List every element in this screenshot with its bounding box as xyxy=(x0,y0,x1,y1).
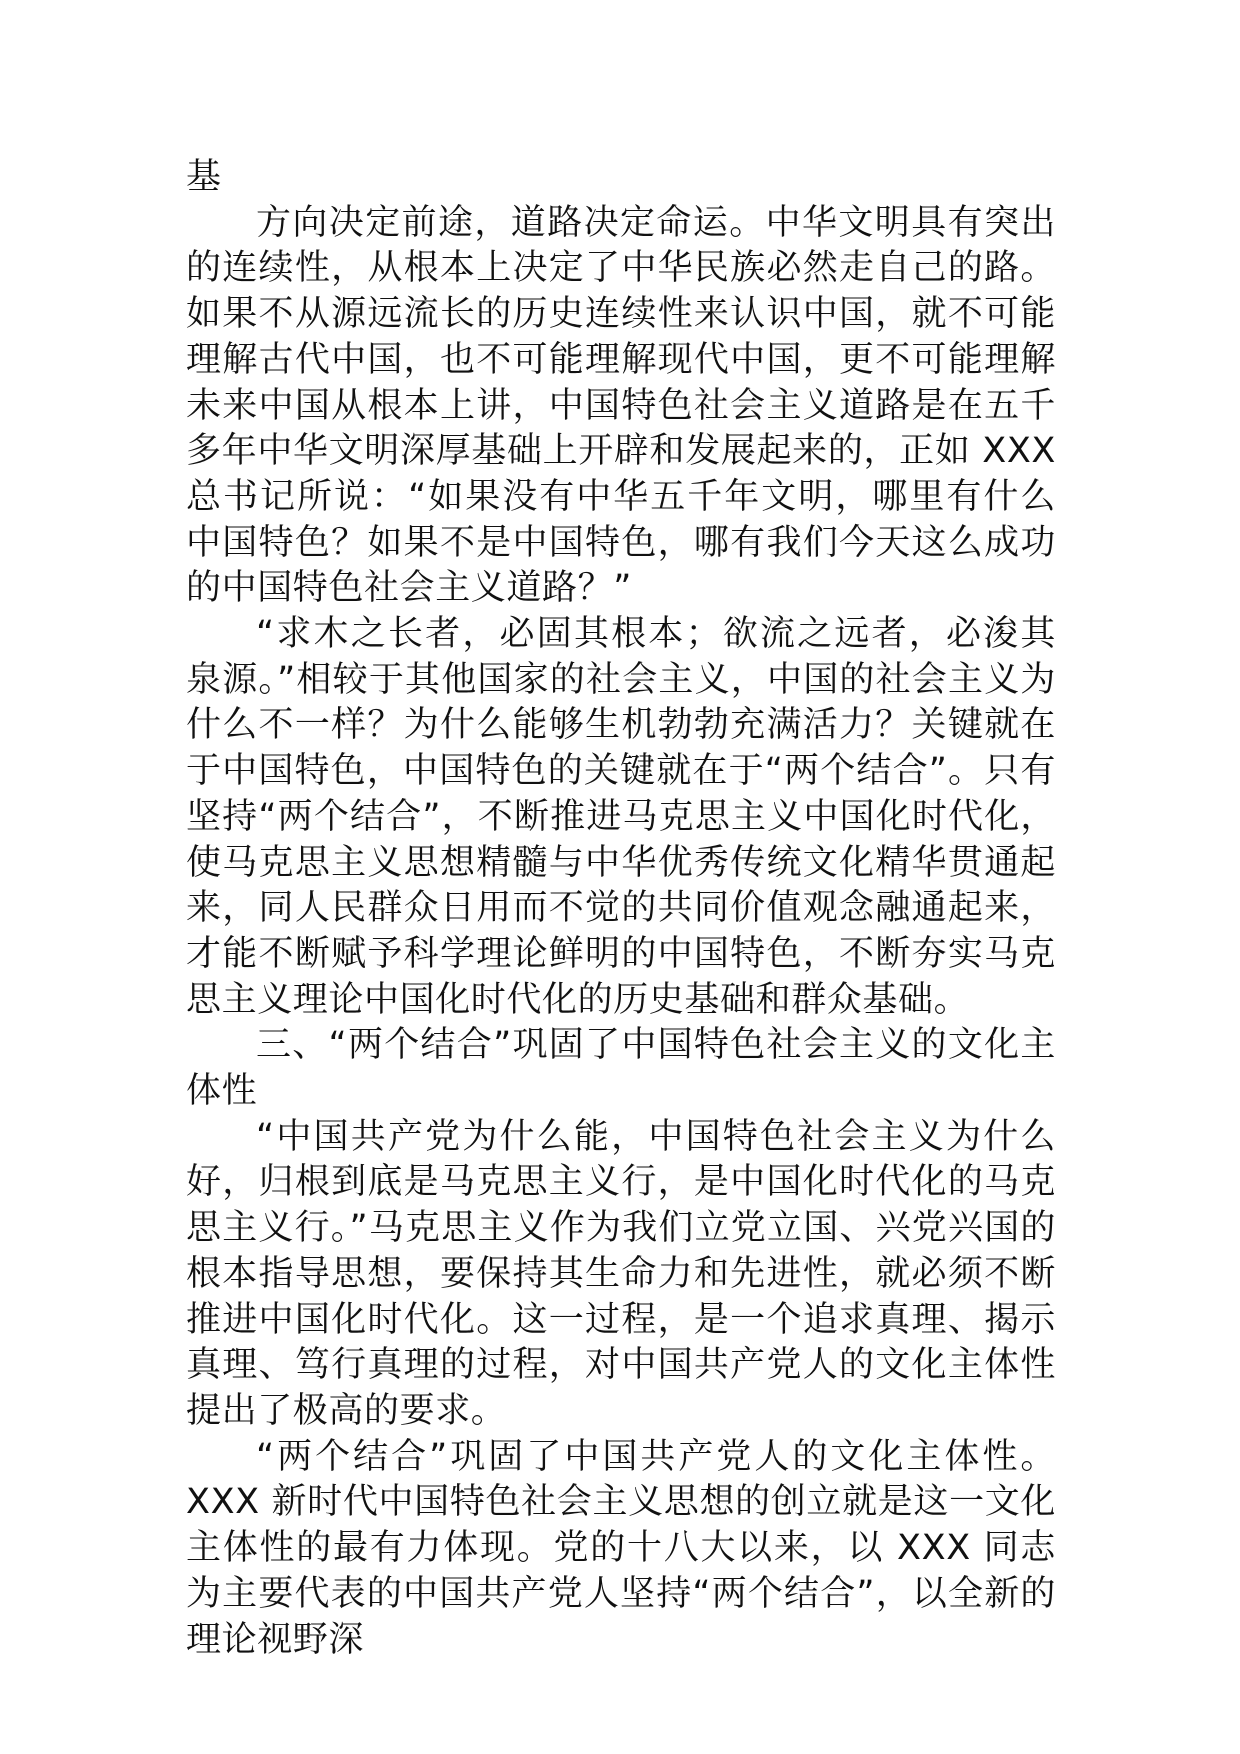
section-heading: 三、“两个结合”巩固了中国特色社会主义的文化主体性 xyxy=(186,1025,1056,1112)
paragraph: “中国共产党为什么能，中国特色社会主义为什么好，归根到底是马克思主义行，是中国化时代化的马克思主义行。”马克思主义作为我们立党立国、兴党兴国的根本指导思想，要保持其生命力和先进性，就必须不断推进中国化时代化。这一过程，是一个追求真理、揭示真理、笃行真理的过程，对中国共产党人的文化主体性提出了极高的要求。 xyxy=(186,1116,1056,1431)
document-body xyxy=(186,155,1056,1663)
paragraph-fragment: 基 xyxy=(186,157,222,197)
paragraph: 方向决定前途，道路决定命运。中华文明具有突出的连续性，从根本上决定了中华民族必然走自己的路。如果不从源远流长的历史连续性来认识中国，就不可能理解古代中国，也不可能理解现代中国，更不可能理解未来中国从根本上讲，中国特色社会主义道路是在五千多年中华文明深厚基础上开辟和发展起来的，正如 XXX 总书记所说：“如果没有中华五千年文明，哪里有什么中国特色？如果不是中国特色，哪有我们今天这么成功的中国特色社会主义道路？” xyxy=(186,202,1056,609)
paragraph: “求木之长者，必固其根本；欲流之远者，必浚其泉源。”相较于其他国家的社会主义，中国的社会主义为什么不一样？为什么能够生机勃勃充满活力？关键就在于中国特色，中国特色的关键就在于“两个结合”。只有坚持“两个结合”，不断推进马克思主义中国化时代化，使马克思主义思想精髓与中华优秀传统文化精华贯通起来，同人民群众日用而不觉的共同价值观念融通起来，才能不断赋予科学理论鲜明的中国特色，不断夯实马克思主义理论中国化时代化的历史基础和群众基础。 xyxy=(186,614,1056,1020)
paragraph: “两个结合”巩固了中国共产党人的文化主体性。XXX 新时代中国特色社会主义思想的创立就是这一文化主体性的最有力体现。党的十八大以来，以 XXX 同志为主要代表的中国共产党人坚持“两个结合”，以全新的理论视野深 xyxy=(186,1436,1056,1660)
